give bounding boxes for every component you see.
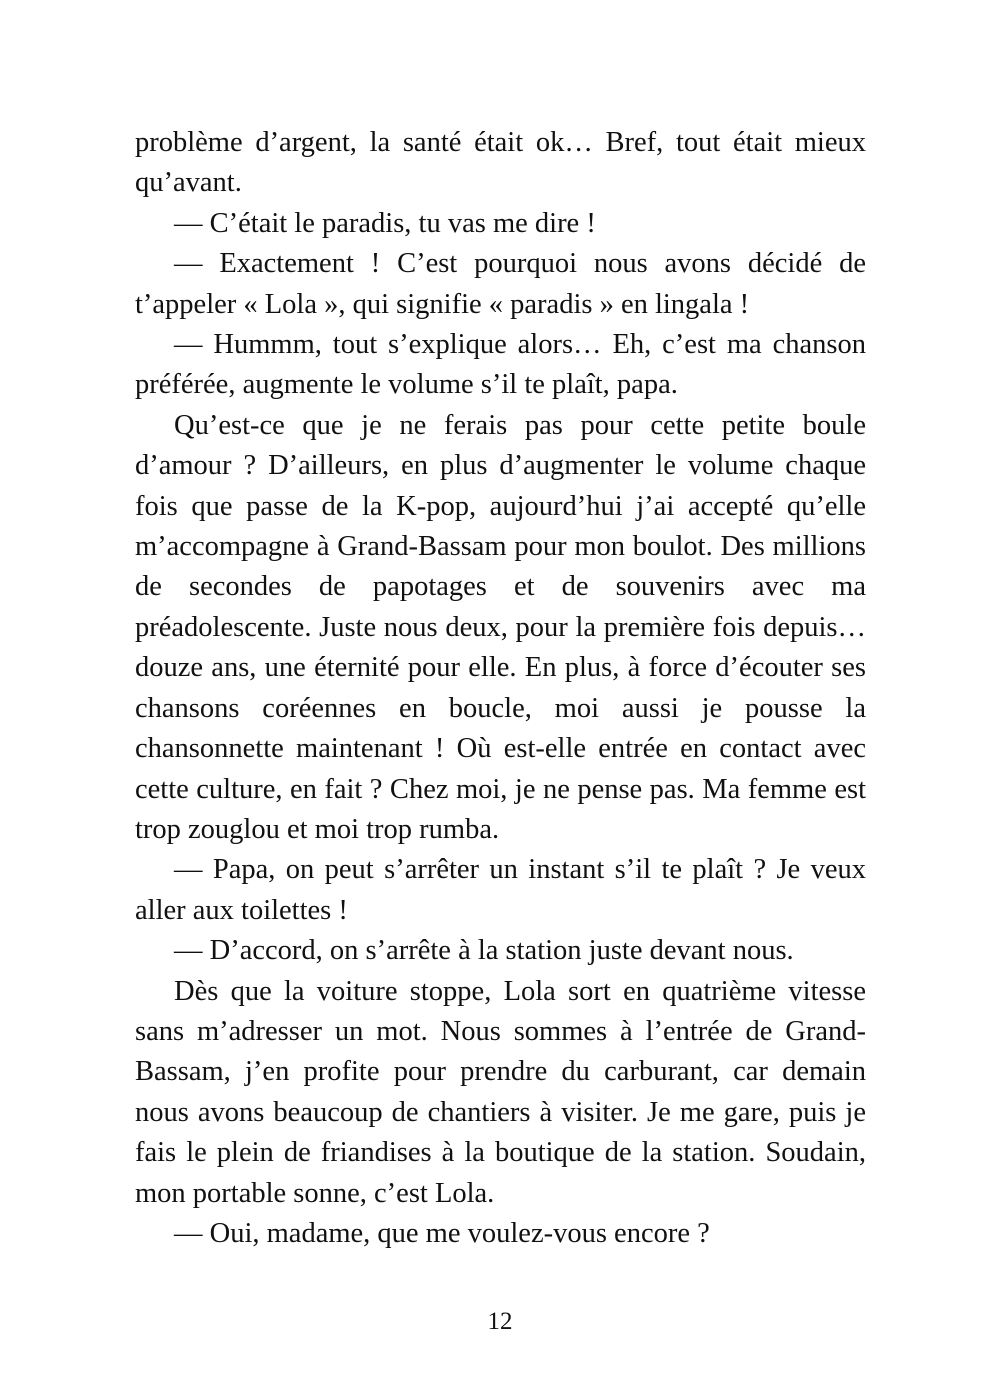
paragraph-continuation: problème d’argent, la santé était ok… Bref, tout était mieux qu’avant. xyxy=(135,127,866,199)
paragraph-dialogue: — Hummm, tout s’explique alors… Eh, c’est ma chanson préférée, augmente le volume s’il te plaît, papa. xyxy=(135,329,866,401)
paragraph-dialogue: — D’accord, on s’arrête à la station juste devant nous. xyxy=(174,935,794,967)
paragraph-dialogue: — Oui, madame, que me voulez-vous encore ? xyxy=(174,1217,710,1249)
body-text xyxy=(135,123,866,1254)
paragraph-dialogue: — Exactement ! C’est pourquoi nous avons décidé de t’appeler « Lola », qui signifie « paradis » en lingala ! xyxy=(135,248,866,320)
page-number: 12 xyxy=(487,1308,513,1335)
paragraph-narration: Dès que la voiture stoppe, Lola sort en quatrième vitesse sans m’adresser un mot. Nous sommes à l’entrée de Grand-Bassam, j’en profite pour prendre du carburant, car demain nous avons beaucoup de chantiers à visiter. Je me gare, puis je fais le plein de friandises à la boutique de la station. Soudain, mon portable sonne, c’est Lola. xyxy=(135,975,866,1209)
paragraph-narration: Qu’est-ce que je ne ferais pas pour cette petite boule d’amour ? D’ailleurs, en plus d’augmenter le volume chaque fois que passe de la K-pop, aujourd’hui j’ai accepté qu’elle m’accompagne à Grand-Bassam pour mon boulot. Des millions de secondes de papotages et de souvenirs avec ma préadolescente. Juste nous deux, pour la première fois depuis… douze ans, une éternité pour elle. En plus, à force d’écouter ses chansons coréennes en boucle, moi aussi je pousse la chansonnette maintenant ! Où est-elle entrée en contact avec cette culture, en fait ? Chez moi, je ne pense pas. Ma femme est trop zouglou et moi trop rumba. xyxy=(135,409,866,845)
paragraph-dialogue: — C’était le paradis, tu vas me dire ! xyxy=(174,207,596,239)
paragraph-dialogue: — Papa, on peut s’arrêter un instant s’il te plaît ? Je veux aller aux toilettes ! xyxy=(135,854,866,926)
